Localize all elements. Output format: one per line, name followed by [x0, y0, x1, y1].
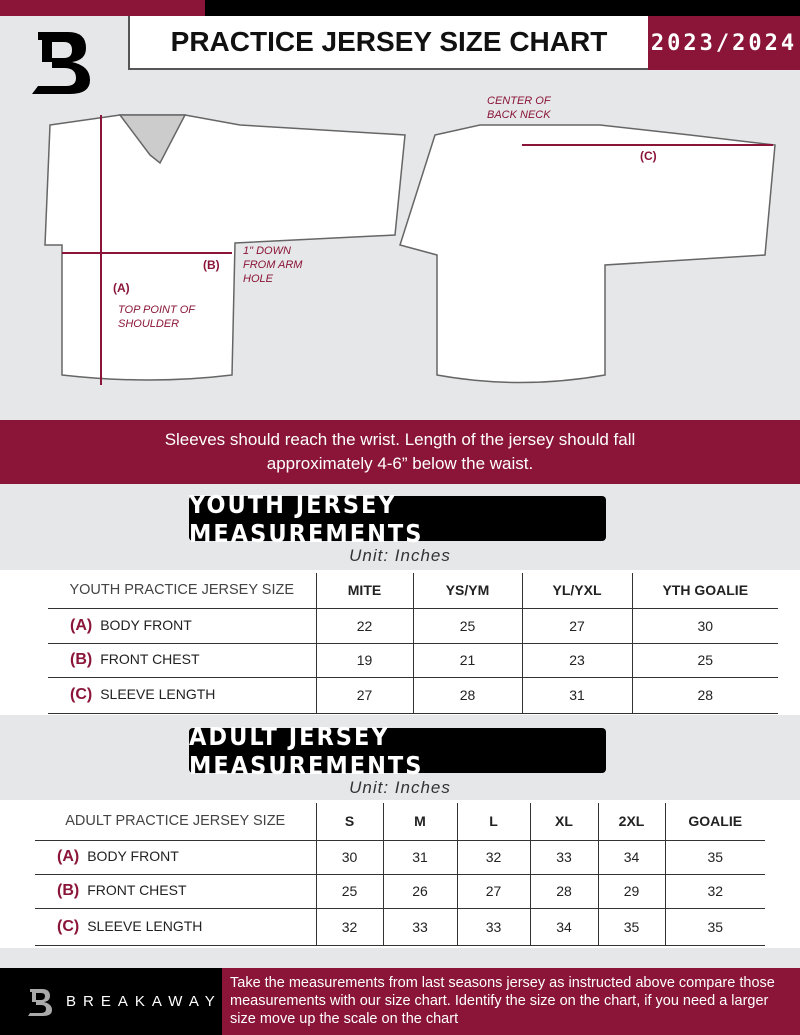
cell-value: 34: [598, 840, 665, 874]
cell-value: 28: [530, 874, 598, 908]
header-label: YOUTH PRACTICE JERSEY SIZE: [48, 573, 316, 608]
table-row: [35, 874, 765, 908]
table-row: [48, 643, 778, 677]
cell-value: 33: [383, 908, 457, 945]
row-code: (A): [70, 616, 93, 634]
cell-value: 32: [457, 840, 530, 874]
row-label: BODY FRONT: [87, 848, 179, 864]
table-row: [35, 840, 765, 874]
cell-value: 22: [316, 608, 413, 643]
cell-value: 25: [316, 874, 383, 908]
cell-value: 19: [316, 643, 413, 677]
note-a: TOP POINT OF SHOULDER: [118, 304, 195, 330]
size-header: 2XL: [598, 803, 665, 840]
youth-title: YOUTH JERSEY MEASUREMENTS: [189, 496, 606, 541]
back-jersey: [400, 125, 775, 383]
cell-value: 32: [316, 908, 383, 945]
size-header: YS/YM: [413, 573, 522, 608]
cell-value: 30: [316, 840, 383, 874]
cell-value: 33: [530, 840, 598, 874]
cell-value: 35: [665, 840, 765, 874]
top-bar-accent: [0, 0, 205, 16]
front-jersey: [45, 115, 405, 380]
adult-size-table: [35, 803, 765, 946]
row-label: BODY FRONT: [100, 616, 192, 633]
size-header: S: [316, 803, 383, 840]
size-header: YTH GOALIE: [632, 573, 778, 608]
row-code: (B): [70, 651, 93, 668]
cell-value: 25: [632, 643, 778, 677]
row-code: (B): [57, 882, 80, 899]
row-code: (C): [70, 686, 93, 703]
top-bar: [205, 0, 800, 16]
footer-text: Take the measurements from last seasons jersey as instructed above compare those measurements with our size chart. Identify the size on the chart, if you need a larger size move up the scale on the chart: [222, 968, 800, 1035]
cell-value: 35: [598, 908, 665, 945]
size-header: XL: [530, 803, 598, 840]
size-header: YL/YXL: [522, 573, 632, 608]
cell-value: 31: [383, 840, 457, 874]
cell-value: 31: [522, 677, 632, 713]
cell-value: 21: [413, 643, 522, 677]
footer-brand-name: BREAKAWAY: [66, 993, 222, 1010]
row-code: (A): [57, 848, 80, 865]
youth-size-table: [48, 573, 778, 714]
cell-value: 32: [665, 874, 765, 908]
cell-value: 28: [413, 677, 522, 713]
page-title: PRACTICE JERSEY SIZE CHART: [128, 16, 648, 70]
table-row: [48, 608, 778, 643]
adult-title: ADULT JERSEY MEASUREMENTS: [189, 728, 606, 773]
youth-unit: Unit: Inches: [349, 546, 451, 565]
note-c: CENTER OF BACK NECK: [487, 95, 551, 121]
cell-value: 27: [457, 874, 530, 908]
cell-value: 27: [316, 677, 413, 713]
label-a: (A): [113, 281, 130, 295]
size-header: GOALIE: [665, 803, 765, 840]
cell-value: 35: [665, 908, 765, 945]
jersey-diagram: [0, 85, 800, 415]
cell-value: 30: [632, 608, 778, 643]
table-row: [48, 677, 778, 713]
cell-value: 28: [632, 677, 778, 713]
size-header: MITE: [316, 573, 413, 608]
size-header: M: [383, 803, 457, 840]
adult-unit: Unit: Inches: [349, 778, 451, 797]
label-c: (C): [640, 149, 657, 163]
cell-value: 25: [413, 608, 522, 643]
cell-value: 26: [383, 874, 457, 908]
row-label: SLEEVE LENGTH: [87, 917, 203, 934]
breakaway-logo-small: [26, 987, 52, 1017]
table-row: [35, 908, 765, 945]
cell-value: 27: [522, 608, 632, 643]
row-label: FRONT CHEST: [87, 882, 187, 898]
cell-value: 34: [530, 908, 598, 945]
label-b: (B): [203, 258, 220, 272]
cell-value: 33: [457, 908, 530, 945]
row-label: FRONT CHEST: [100, 651, 200, 667]
row-label: SLEEVE LENGTH: [100, 686, 216, 702]
footer-brand: [0, 968, 222, 1035]
note-b: 1" DOWN FROM ARM HOLE: [243, 245, 303, 285]
instruction-banner: Sleeves should reach the wrist. Length of the jersey should fall approximately 4-6” below the waist.: [0, 420, 800, 484]
season-label: 2023/2024: [648, 16, 800, 70]
cell-value: 23: [522, 643, 632, 677]
row-code: (C): [57, 917, 80, 935]
header-label: ADULT PRACTICE JERSEY SIZE: [35, 803, 316, 840]
size-header: L: [457, 803, 530, 840]
cell-value: 29: [598, 874, 665, 908]
